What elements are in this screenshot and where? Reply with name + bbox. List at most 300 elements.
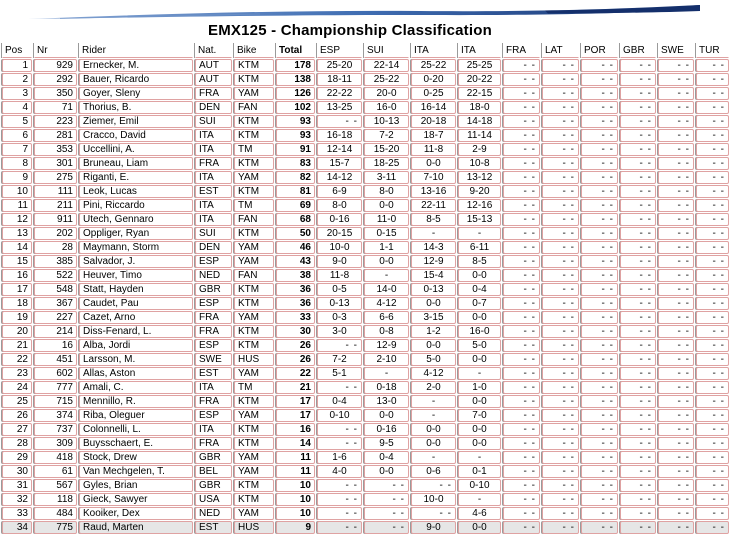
cell-nr: 16 (34, 339, 77, 352)
cell-lat: - - (542, 129, 579, 142)
cell-sui: - - (364, 521, 409, 534)
cell-rider: Alba, Jordi (79, 339, 193, 352)
cell-lat: - - (542, 521, 579, 534)
cell-rider: Salvador, J. (79, 255, 193, 268)
cell-swe: - - (658, 199, 694, 212)
cell-ita-1: 0-0 (411, 437, 456, 450)
cell-sui: 0-18 (364, 381, 409, 394)
cell-nat: SUI (195, 115, 232, 128)
cell-ita-2: 0-1 (458, 465, 501, 478)
table-row (2, 59, 729, 72)
cell-esp: 9-0 (317, 255, 362, 268)
cell-esp: 16-18 (317, 129, 362, 142)
cell-por: - - (581, 395, 618, 408)
cell-bike: HUS (234, 521, 274, 534)
cell-rider: Oppliger, Ryan (79, 227, 193, 240)
cell-sui: 18-25 (364, 157, 409, 170)
cell-nat: DEN (195, 101, 232, 114)
cell-tur: - - (696, 241, 729, 254)
table-row (2, 451, 729, 464)
cell-nr: 211 (34, 199, 77, 212)
cell-nat: FRA (195, 437, 232, 450)
cell-rider: Colonnelli, L. (79, 423, 193, 436)
table-row (2, 129, 729, 142)
cell-por: - - (581, 437, 618, 450)
cell-ita-1: - (411, 227, 456, 240)
cell-total: 10 (276, 493, 315, 506)
cell-pos: 31 (2, 479, 32, 492)
cell-gbr: - - (620, 227, 656, 240)
cell-ita-1: 0-25 (411, 87, 456, 100)
cell-lat: - - (542, 185, 579, 198)
cell-fra: - - (503, 213, 540, 226)
cell-por: - - (581, 269, 618, 282)
column-header-rider: Rider (79, 43, 193, 58)
cell-rider: Stock, Drew (79, 451, 193, 464)
cell-esp: - - (317, 423, 362, 436)
cell-swe: - - (658, 367, 694, 380)
cell-por: - - (581, 451, 618, 464)
cell-fra: - - (503, 493, 540, 506)
cell-ita-2: 0-0 (458, 521, 501, 534)
cell-lat: - - (542, 143, 579, 156)
cell-gbr: - - (620, 157, 656, 170)
cell-swe: - - (658, 339, 694, 352)
cell-lat: - - (542, 157, 579, 170)
cell-por: - - (581, 465, 618, 478)
cell-swe: - - (658, 241, 694, 254)
cell-ita-2: 22-15 (458, 87, 501, 100)
cell-por: - - (581, 87, 618, 100)
cell-lat: - - (542, 381, 579, 394)
cell-fra: - - (503, 437, 540, 450)
cell-sui: 11-0 (364, 213, 409, 226)
cell-fra: - - (503, 339, 540, 352)
cell-rider: Goyer, Sleny (79, 87, 193, 100)
cell-swe: - - (658, 115, 694, 128)
cell-esp: - - (317, 339, 362, 352)
cell-rider: Bruneau, Liam (79, 157, 193, 170)
column-header-tur: TUR (696, 43, 729, 58)
cell-esp: 0-5 (317, 283, 362, 296)
cell-swe: - - (658, 311, 694, 324)
cell-esp: - - (317, 437, 362, 450)
cell-sui: 0-4 (364, 451, 409, 464)
page-title: EMX125 - Championship Classification (208, 22, 492, 39)
cell-esp: 11-8 (317, 269, 362, 282)
cell-fra: - - (503, 311, 540, 324)
cell-nr: 367 (34, 297, 77, 310)
cell-gbr: - - (620, 199, 656, 212)
cell-bike: TM (234, 143, 274, 156)
cell-lat: - - (542, 73, 579, 86)
cell-pos: 10 (2, 185, 32, 198)
cell-ita-2: 16-0 (458, 325, 501, 338)
cell-ita-1: 0-0 (411, 423, 456, 436)
cell-pos: 32 (2, 493, 32, 506)
cell-nat: NED (195, 507, 232, 520)
cell-gbr: - - (620, 297, 656, 310)
cell-lat: - - (542, 213, 579, 226)
table-row (2, 227, 729, 240)
cell-bike: YAM (234, 255, 274, 268)
cell-ita-2: 25-25 (458, 59, 501, 72)
cell-tur: - - (696, 381, 729, 394)
cell-pos: 24 (2, 381, 32, 394)
table-row (2, 143, 729, 156)
cell-lat: - - (542, 297, 579, 310)
table-row (2, 521, 729, 534)
cell-fra: - - (503, 227, 540, 240)
table-row (2, 157, 729, 170)
cell-lat: - - (542, 311, 579, 324)
cell-bike: KTM (234, 297, 274, 310)
cell-fra: - - (503, 185, 540, 198)
cell-total: 22 (276, 367, 315, 380)
cell-tur: - - (696, 213, 729, 226)
column-header-nat: Nat. (195, 43, 232, 58)
cell-lat: - - (542, 339, 579, 352)
cell-sui: 0-0 (364, 409, 409, 422)
cell-lat: - - (542, 367, 579, 380)
cell-ita-1: 11-8 (411, 143, 456, 156)
cell-lat: - - (542, 507, 579, 520)
cell-nat: EST (195, 185, 232, 198)
cell-nat: SWE (195, 353, 232, 366)
cell-pos: 4 (2, 101, 32, 114)
cell-bike: YAM (234, 311, 274, 324)
cell-tur: - - (696, 521, 729, 534)
cell-fra: - - (503, 395, 540, 408)
cell-swe: - - (658, 451, 694, 464)
cell-esp: 8-0 (317, 199, 362, 212)
cell-esp: 5-1 (317, 367, 362, 380)
cell-nr: 548 (34, 283, 77, 296)
cell-sui: 25-22 (364, 73, 409, 86)
cell-nat: ITA (195, 129, 232, 142)
cell-sui: 20-0 (364, 87, 409, 100)
cell-por: - - (581, 297, 618, 310)
cell-esp: 1-6 (317, 451, 362, 464)
cell-fra: - - (503, 241, 540, 254)
cell-lat: - - (542, 395, 579, 408)
cell-rider: Cazet, Arno (79, 311, 193, 324)
cell-sui: 0-0 (364, 255, 409, 268)
column-header-fra: FRA (503, 43, 540, 58)
cell-ita-2: - (458, 493, 501, 506)
cell-lat: - - (542, 437, 579, 450)
cell-total: 43 (276, 255, 315, 268)
cell-nat: FRA (195, 395, 232, 408)
cell-por: - - (581, 339, 618, 352)
cell-sui: - - (364, 493, 409, 506)
table-row (2, 367, 729, 380)
cell-gbr: - - (620, 507, 656, 520)
cell-tur: - - (696, 465, 729, 478)
cell-esp: 0-4 (317, 395, 362, 408)
column-header-gbr: GBR (620, 43, 656, 58)
cell-ita-2: 0-4 (458, 283, 501, 296)
cell-ita-1: 0-0 (411, 339, 456, 352)
cell-sui: 0-0 (364, 465, 409, 478)
cell-esp: 0-3 (317, 311, 362, 324)
cell-nat: SUI (195, 227, 232, 240)
cell-rider: Heuver, Timo (79, 269, 193, 282)
cell-swe: - - (658, 493, 694, 506)
cell-tur: - - (696, 59, 729, 72)
cell-gbr: - - (620, 213, 656, 226)
cell-ita-1: - (411, 409, 456, 422)
cell-gbr: - - (620, 255, 656, 268)
cell-swe: - - (658, 129, 694, 142)
table-row (2, 493, 729, 506)
cell-rider: Buysschaert, E. (79, 437, 193, 450)
cell-ita-2: 0-10 (458, 479, 501, 492)
cell-gbr: - - (620, 479, 656, 492)
cell-gbr: - - (620, 59, 656, 72)
cell-fra: - - (503, 115, 540, 128)
cell-bike: KTM (234, 227, 274, 240)
cell-nr: 28 (34, 241, 77, 254)
column-header-ita-1: ITA (411, 43, 456, 58)
cell-nat: FRA (195, 87, 232, 100)
cell-por: - - (581, 73, 618, 86)
cell-nr: 385 (34, 255, 77, 268)
cell-nr: 775 (34, 521, 77, 534)
cell-fra: - - (503, 157, 540, 170)
cell-ita-1: 12-9 (411, 255, 456, 268)
cell-rider: Pini, Riccardo (79, 199, 193, 212)
column-header-lat: LAT (542, 43, 579, 58)
cell-sui: - - (364, 507, 409, 520)
cell-pos: 14 (2, 241, 32, 254)
cell-gbr: - - (620, 395, 656, 408)
cell-ita-1: 16-14 (411, 101, 456, 114)
cell-pos: 25 (2, 395, 32, 408)
cell-esp: 4-0 (317, 465, 362, 478)
cell-ita-1: 9-0 (411, 521, 456, 534)
cell-pos: 18 (2, 297, 32, 310)
cell-por: - - (581, 255, 618, 268)
cell-total: 38 (276, 269, 315, 282)
cell-pos: 16 (2, 269, 32, 282)
cell-tur: - - (696, 115, 729, 128)
cell-rider: Maymann, Storm (79, 241, 193, 254)
cell-ita-1: 20-18 (411, 115, 456, 128)
cell-nat: GBR (195, 283, 232, 296)
cell-swe: - - (658, 269, 694, 282)
table-row (2, 269, 729, 282)
cell-bike: KTM (234, 157, 274, 170)
cell-esp: 13-25 (317, 101, 362, 114)
cell-lat: - - (542, 199, 579, 212)
cell-rider: Allas, Aston (79, 367, 193, 380)
cell-tur: - - (696, 185, 729, 198)
cell-nr: 301 (34, 157, 77, 170)
cell-ita-1: - - (411, 479, 456, 492)
cell-gbr: - - (620, 521, 656, 534)
cell-pos: 13 (2, 227, 32, 240)
cell-swe: - - (658, 157, 694, 170)
cell-tur: - - (696, 507, 729, 520)
cell-rider: Leok, Lucas (79, 185, 193, 198)
cell-sui: 9-5 (364, 437, 409, 450)
cell-swe: - - (658, 171, 694, 184)
cell-pos: 20 (2, 325, 32, 338)
cell-nr: 223 (34, 115, 77, 128)
cell-nat: AUT (195, 73, 232, 86)
cell-fra: - - (503, 381, 540, 394)
cell-nr: 281 (34, 129, 77, 142)
cell-bike: FAN (234, 101, 274, 114)
cell-esp: 0-13 (317, 297, 362, 310)
cell-swe: - - (658, 73, 694, 86)
cell-nat: FRA (195, 157, 232, 170)
cell-fra: - - (503, 479, 540, 492)
cell-total: 30 (276, 325, 315, 338)
cell-ita-2: 6-11 (458, 241, 501, 254)
cell-esp: - - (317, 479, 362, 492)
cell-tur: - - (696, 325, 729, 338)
cell-nr: 111 (34, 185, 77, 198)
cell-esp: 7-2 (317, 353, 362, 366)
cell-total: 26 (276, 339, 315, 352)
cell-sui: 4-12 (364, 297, 409, 310)
cell-total: 46 (276, 241, 315, 254)
cell-rider: Cracco, David (79, 129, 193, 142)
cell-nat: ESP (195, 255, 232, 268)
cell-nr: 353 (34, 143, 77, 156)
cell-ita-1: - (411, 395, 456, 408)
cell-tur: - - (696, 101, 729, 114)
cell-esp: 0-16 (317, 213, 362, 226)
cell-swe: - - (658, 423, 694, 436)
cell-nr: 118 (34, 493, 77, 506)
cell-por: - - (581, 381, 618, 394)
cell-nat: ESP (195, 409, 232, 422)
table-row (2, 241, 729, 254)
cell-lat: - - (542, 241, 579, 254)
cell-bike: KTM (234, 423, 274, 436)
cell-pos: 11 (2, 199, 32, 212)
cell-lat: - - (542, 115, 579, 128)
cell-nat: ESP (195, 297, 232, 310)
cell-nr: 202 (34, 227, 77, 240)
cell-swe: - - (658, 255, 694, 268)
cell-lat: - - (542, 423, 579, 436)
cell-tur: - - (696, 367, 729, 380)
cell-total: 91 (276, 143, 315, 156)
cell-tur: - - (696, 283, 729, 296)
cell-nat: FRA (195, 311, 232, 324)
cell-por: - - (581, 143, 618, 156)
cell-fra: - - (503, 101, 540, 114)
cell-total: 81 (276, 185, 315, 198)
cell-sui: 0-8 (364, 325, 409, 338)
cell-por: - - (581, 311, 618, 324)
cell-ita-1: 5-0 (411, 353, 456, 366)
cell-por: - - (581, 353, 618, 366)
cell-sui: 0-15 (364, 227, 409, 240)
cell-gbr: - - (620, 311, 656, 324)
cell-bike: KTM (234, 73, 274, 86)
cell-gbr: - - (620, 143, 656, 156)
cell-bike: YAM (234, 409, 274, 422)
cell-rider: Raud, Marten (79, 521, 193, 534)
cell-pos: 29 (2, 451, 32, 464)
cell-nr: 350 (34, 87, 77, 100)
cell-sui: 12-9 (364, 339, 409, 352)
cell-fra: - - (503, 283, 540, 296)
cell-rider: Diss-Fenard, L. (79, 325, 193, 338)
cell-lat: - - (542, 59, 579, 72)
table-row (2, 381, 729, 394)
table-row (2, 297, 729, 310)
table-row (2, 395, 729, 408)
cell-ita-2: 13-12 (458, 171, 501, 184)
cell-tur: - - (696, 437, 729, 450)
cell-bike: YAM (234, 171, 274, 184)
cell-gbr: - - (620, 185, 656, 198)
cell-total: 16 (276, 423, 315, 436)
cell-pos: 22 (2, 353, 32, 366)
cell-pos: 3 (2, 87, 32, 100)
cell-nat: ITA (195, 143, 232, 156)
cell-fra: - - (503, 353, 540, 366)
cell-esp: - - (317, 381, 362, 394)
cell-fra: - - (503, 129, 540, 142)
cell-ita-2: - (458, 227, 501, 240)
cell-nr: 451 (34, 353, 77, 366)
cell-gbr: - - (620, 129, 656, 142)
cell-rider: Caudet, Pau (79, 297, 193, 310)
cell-sui: 15-20 (364, 143, 409, 156)
cell-bike: KTM (234, 283, 274, 296)
cell-tur: - - (696, 87, 729, 100)
cell-nat: ITA (195, 199, 232, 212)
cell-pos: 2 (2, 73, 32, 86)
cell-por: - - (581, 213, 618, 226)
cell-tur: - - (696, 73, 729, 86)
cell-gbr: - - (620, 269, 656, 282)
cell-bike: FAN (234, 269, 274, 282)
cell-total: 178 (276, 59, 315, 72)
cell-swe: - - (658, 143, 694, 156)
cell-swe: - - (658, 213, 694, 226)
cell-por: - - (581, 241, 618, 254)
cell-tur: - - (696, 339, 729, 352)
cell-bike: KTM (234, 395, 274, 408)
column-header-swe: SWE (658, 43, 694, 58)
cell-bike: KTM (234, 339, 274, 352)
cell-lat: - - (542, 283, 579, 296)
cell-gbr: - - (620, 353, 656, 366)
cell-gbr: - - (620, 493, 656, 506)
cell-nr: 567 (34, 479, 77, 492)
table-row (2, 199, 729, 212)
cell-sui: 6-6 (364, 311, 409, 324)
table-row (2, 171, 729, 184)
cell-ita-1: 8-5 (411, 213, 456, 226)
cell-esp: - - (317, 521, 362, 534)
cell-nat: ITA (195, 381, 232, 394)
column-header-ita-2: ITA (458, 43, 501, 58)
cell-bike: YAM (234, 465, 274, 478)
cell-rider: Riganti, E. (79, 171, 193, 184)
cell-lat: - - (542, 479, 579, 492)
cell-bike: YAM (234, 367, 274, 380)
cell-nat: AUT (195, 59, 232, 72)
